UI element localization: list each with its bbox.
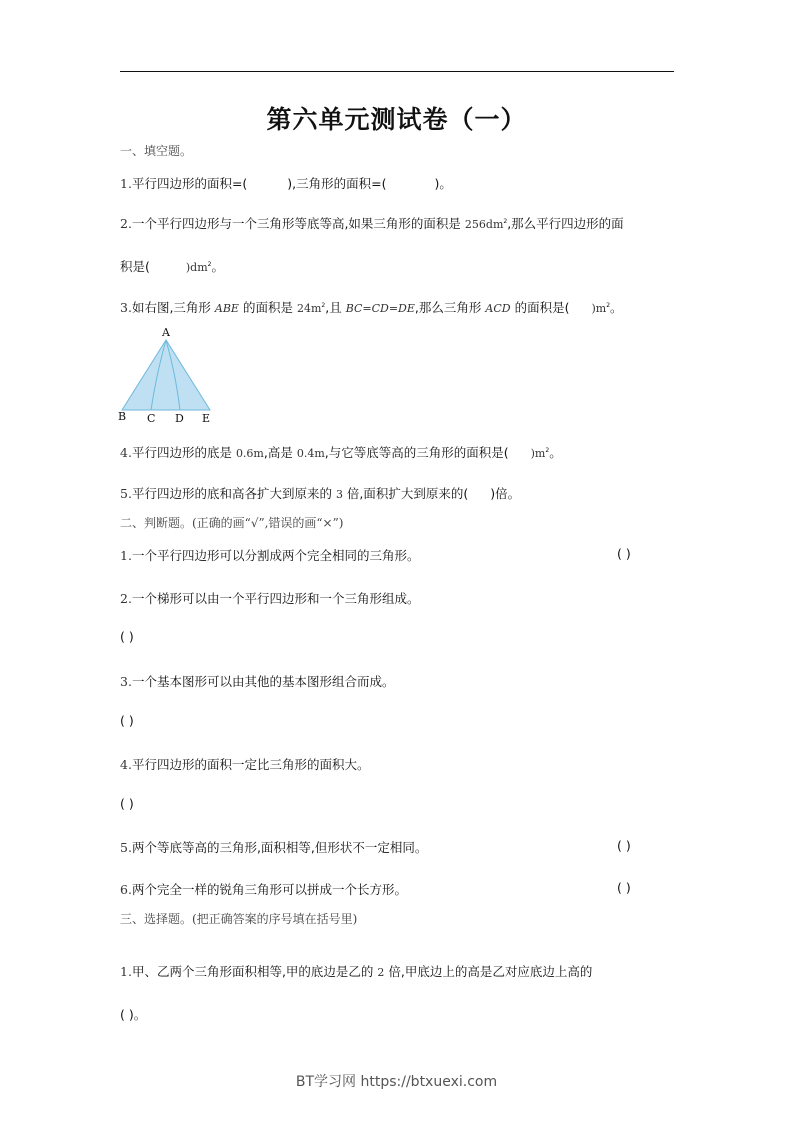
- section-heading-choice: 三、选择题。(把正确答案的序号填在括号里): [120, 912, 358, 926]
- question-text: 一个平行四边形可以分割成两个完全相同的三角形。: [131, 548, 420, 563]
- question-text: 平行四边形的面积=(: [131, 176, 248, 191]
- question-text: )倍。: [490, 486, 521, 501]
- answer-bracket[interactable]: ( ): [617, 546, 631, 561]
- superscript: 2: [545, 446, 550, 454]
- question-text: ,高是: [263, 445, 293, 460]
- value: 2: [377, 966, 385, 979]
- question-text: 积是(: [120, 259, 150, 274]
- question-text: ,那么平行四边形的面: [507, 216, 624, 231]
- vertex-label-b: B: [118, 410, 127, 423]
- fill-question-2: [120, 214, 624, 232]
- unit: )dm: [185, 261, 208, 274]
- question-text: 两个等底等高的三角形,面积相等,但形状不一定相同。: [131, 840, 428, 855]
- question-number: 5.: [120, 840, 132, 855]
- unit: )m: [591, 302, 607, 315]
- value: 0.6m: [235, 447, 264, 460]
- question-text: 两个完全一样的锐角三角形可以拼成一个长方形。: [131, 882, 407, 897]
- question-text: ),三角形的面积=(: [287, 176, 387, 191]
- question-text: 。: [211, 259, 224, 274]
- fill-question-1: [120, 174, 452, 192]
- top-rule: [120, 71, 674, 72]
- answer-bracket[interactable]: ( ): [617, 880, 631, 895]
- question-text: 一个梯形可以由一个平行四边形和一个三角形组成。: [131, 591, 420, 606]
- question-number: 5.: [120, 486, 132, 501]
- question-text: 平行四边形的面积一定比三角形的面积大。: [131, 757, 370, 772]
- question-text: 平行四边形的底和高各扩大到原来的: [131, 486, 332, 501]
- triangle-diagram-icon: [118, 326, 218, 426]
- section-heading-true-false: 二、判断题。(正确的画“√”,错误的画“×”): [120, 516, 344, 530]
- choice-question-1: [120, 962, 592, 980]
- answer-bracket[interactable]: ( )。: [120, 1007, 147, 1022]
- tf-question-4: [120, 755, 369, 773]
- vertex-label-e: E: [202, 412, 211, 425]
- unit: )m: [530, 447, 546, 460]
- value: 24m: [296, 302, 322, 315]
- question-number: 6.: [120, 882, 132, 897]
- question-number: 4.: [120, 445, 132, 460]
- superscript: 2: [207, 260, 212, 268]
- triangle-name: ABE: [214, 302, 239, 315]
- question-number: 3.: [120, 674, 132, 689]
- value: 3: [335, 488, 343, 501]
- tf-question-2: [120, 589, 419, 607]
- question-text: ,与它等底等高的三角形的面积是(: [324, 445, 509, 460]
- equation: BC=CD=DE: [345, 302, 415, 315]
- question-text: 的面积是: [242, 300, 293, 315]
- superscript: 2: [321, 301, 326, 309]
- question-text: 平行四边形的底是: [131, 445, 232, 460]
- answer-bracket[interactable]: ( ): [120, 796, 134, 811]
- page-title: 第六单元测试卷（一）: [266, 105, 527, 134]
- question-number: 1.: [120, 964, 132, 979]
- answer-bracket[interactable]: ( ): [617, 838, 631, 853]
- question-number: 1.: [120, 548, 132, 563]
- question-text: 如右图,三角形: [131, 300, 211, 315]
- superscript: 2: [606, 301, 611, 309]
- question-text: )。: [434, 176, 452, 191]
- fill-question-3: [120, 298, 623, 316]
- question-text: 一个平行四边形与一个三角形等底等高,如果三角形的面积是: [131, 216, 461, 231]
- question-text: 倍,面积扩大到原来的(: [346, 486, 469, 501]
- question-text: 。: [549, 445, 562, 460]
- answer-bracket[interactable]: ( ): [120, 713, 134, 728]
- vertex-label-d: D: [175, 412, 184, 425]
- triangle-name: ACD: [485, 302, 511, 315]
- section-heading-fill-blank: 一、填空题。: [120, 144, 193, 158]
- question-number: 2.: [120, 591, 132, 606]
- question-text: 。: [610, 300, 623, 315]
- question-number: 2.: [120, 216, 132, 231]
- answer-bracket[interactable]: ( ): [120, 629, 134, 644]
- fill-question-2-line2: [120, 257, 224, 275]
- tf-question-5: [120, 838, 427, 856]
- vertex-label-a: A: [162, 326, 170, 339]
- question-text: 倍,甲底边上的高是乙对应底边上高的: [388, 964, 593, 979]
- value: 0.4m: [296, 447, 325, 460]
- fill-question-5: [120, 484, 520, 502]
- footer-watermark: BT学习网 https://btxuexi.com: [295, 1074, 498, 1090]
- tf-question-1: [120, 546, 419, 564]
- question-number: 4.: [120, 757, 132, 772]
- tf-question-6: [120, 880, 407, 898]
- fill-question-4: [120, 443, 562, 461]
- question-number: 1.: [120, 176, 132, 191]
- value: 256dm: [464, 218, 504, 231]
- superscript: 2: [503, 217, 508, 225]
- tf-question-3: [120, 672, 394, 690]
- vertex-label-c: C: [147, 412, 156, 425]
- question-text: ,且: [325, 300, 342, 315]
- triangle-figure: [118, 326, 218, 426]
- question-text: 甲、乙两个三角形面积相等,甲的底边是乙的: [131, 964, 374, 979]
- question-text: 一个基本图形可以由其他的基本图形组合而成。: [131, 674, 395, 689]
- question-text: 的面积是(: [514, 300, 570, 315]
- question-number: 3.: [120, 300, 132, 315]
- question-text: ,那么三角形: [414, 300, 482, 315]
